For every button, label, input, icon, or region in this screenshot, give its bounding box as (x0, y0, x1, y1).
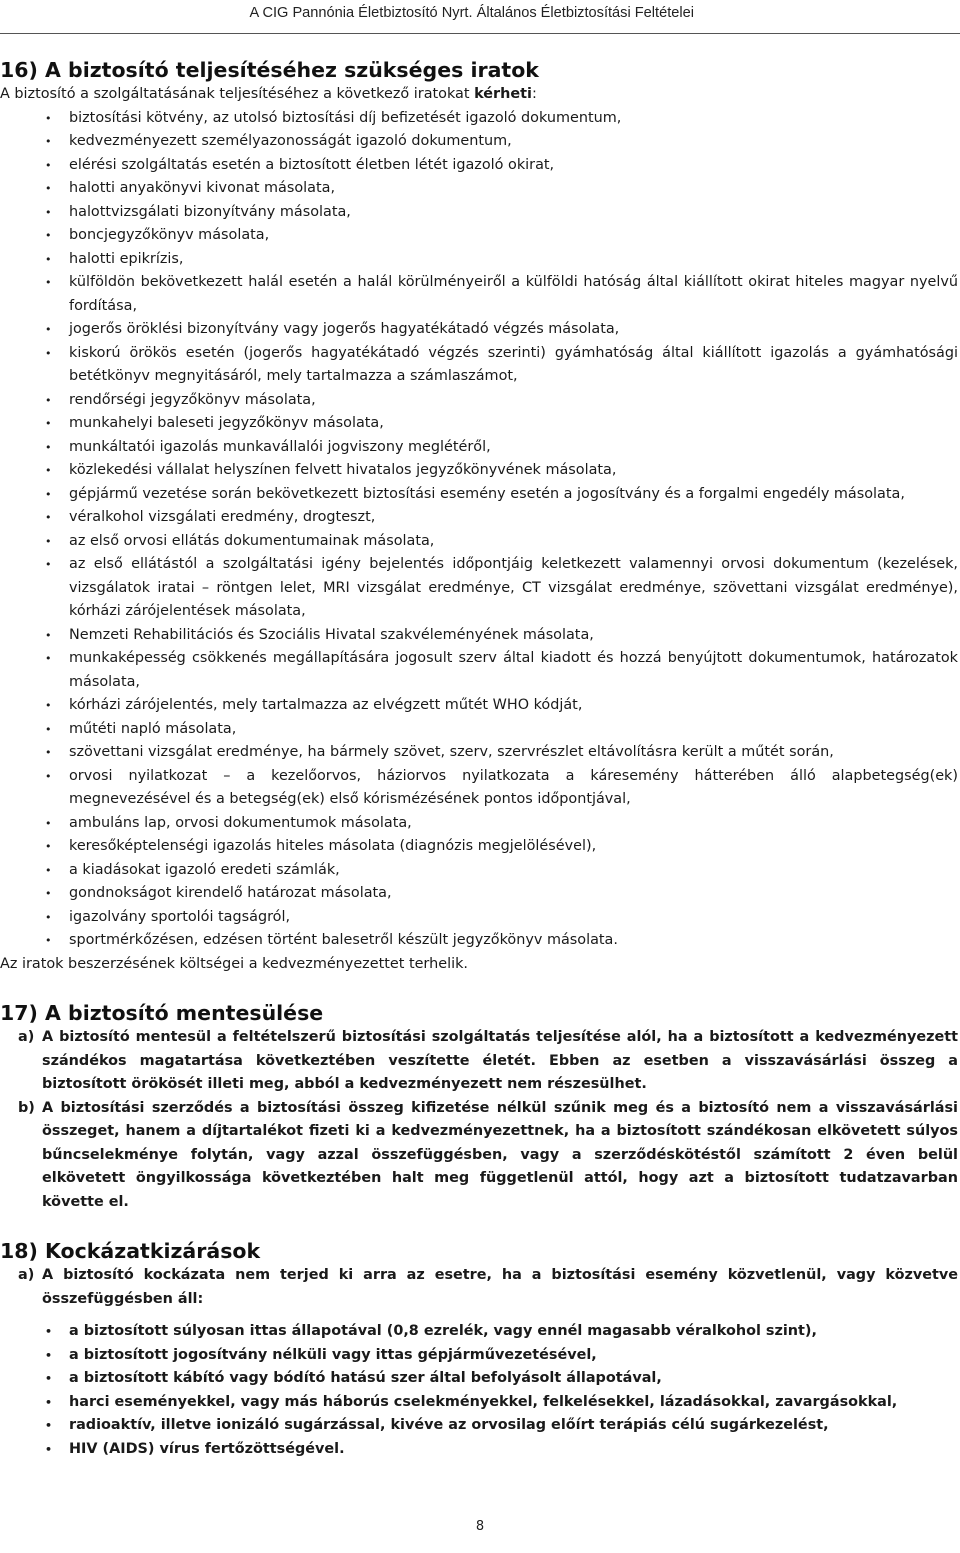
list-item: • munkaképesség csökkenés megállapítására jogosult szerv által kiadott és hozzá benyújtott dokumentumok, határozatok másolata, (0, 647, 958, 694)
section-spacer (0, 976, 958, 1000)
section-spacer (0, 1214, 958, 1238)
required-documents-list (0, 107, 958, 953)
list-item: • rendőrségi jegyzőkönyv másolata, (0, 389, 958, 413)
lettered-item (0, 1097, 958, 1215)
list-item: • kedvezményezett személyazonosságát igazoló dokumentum, (0, 130, 958, 154)
section-18-heading: 18) Kockázatkizárások (0, 1239, 261, 1263)
section-16-closing: Az iratok beszerzésének költségei a kedvezményezettet terhelik. (0, 955, 468, 972)
list-item: • Nemzeti Rehabilitációs és Szociális Hivatal szakvéleményének másolata, (0, 624, 958, 648)
running-header: A CIG Pannónia Életbiztosító Nyrt. Általános Életbiztosítási Feltételei (249, 5, 694, 21)
list-item: • orvosi nyilatkozat – a kezelőorvos, háziorvos nyilatkozata a káresemény hátterében álló alapbetegség(ek) megnevezésével és a betegség(ek) első kórismézésének pontos időpontjával, (0, 765, 958, 812)
section-17-heading: 17) A biztosító mentesülése (0, 1001, 324, 1025)
item-text: A biztosítási szerződés a biztosítási összeg kifizetése nélkül szűnik meg és a biztosító nem a visszavásárlási összeget, hanem a díjtartalékot fizeti ki a kedvezményezettnek, ha a biztosított szándékosan elkövetett súlyos bűncselekménye folytán, vagy azzal összefüggésben, vagy a szerződéskötéstől számított 2 éven belül elkövetett öngyilkossága következtében halt meg függetlenül attól, hogy azt a biztosított tudatzavarban követte el. (42, 1099, 958, 1210)
list-item: • a biztosított súlyosan ittas állapotával (0,8 ezrelék, vagy ennél magasabb véralkohol szint), (0, 1320, 958, 1344)
list-item: • boncjegyzőkönyv másolata, (0, 224, 958, 248)
list-item: • az első ellátástól a szolgáltatási igény bejelentés időpontjáig keletkezett valamennyi orvosi dokumentum (kezelések, vizsgálatok iratai – röntgen lelet, MRI vizsgálat eredménye, CT vizsgálat eredménye, szövettani vizsgálat eredménye), kórházi zárójelentések másolata, (0, 553, 958, 624)
list-item: • műtéti napló másolata, (0, 718, 958, 742)
header-divider (0, 33, 960, 34)
list-item: • keresőképtelenségi igazolás hiteles másolata (diagnózis megjelölésével), (0, 835, 958, 859)
list-item: • véralkohol vizsgálati eredmény, drogteszt, (0, 506, 958, 530)
list-item: • munkahelyi baleseti jegyzőkönyv másolata, (0, 412, 958, 436)
list-item: • a biztosított jogosítvány nélküli vagy ittas gépjárművezetésével, (0, 1344, 958, 1368)
list-item: • az első orvosi ellátás dokumentumainak másolata, (0, 530, 958, 554)
section-17 (0, 1000, 958, 1214)
item-text: A biztosító mentesül a feltételszerű biztosítási szolgáltatás teljesítése alól, ha a biztosított a kedvezményezett szándékos magatartása következtében veszítette életét. Ebben az esetben a visszavásárlási összeg a biztosított örökösét illeti meg, abból a kedvezményezett nem részesülhet. (42, 1029, 958, 1092)
list-item: • kiskorú örökös esetén (jogerős hagyatékátadó végzés szerinti) gyámhatóság által kiállított igazolás a gyámhatósági betétkönyv megnyitásáról, mely tartalmazza a számlaszámot, (0, 342, 958, 389)
list-item: • sportmérkőzésen, edzésen történt balesetről készült jegyzőkönyv másolata. (0, 929, 958, 953)
page-number: 8 (475, 1519, 485, 1534)
list-item: • halotti epikrízis, (0, 248, 958, 272)
item-letter: b) (18, 1099, 35, 1116)
list-item: • a kiadásokat igazoló eredeti számlák, (0, 859, 958, 883)
section-16-heading: 16) A biztosító teljesítéséhez szükséges iratok (0, 58, 539, 82)
list-item: • halottvizsgálati bizonyítvány másolata, (0, 201, 958, 225)
section-16 (0, 57, 958, 976)
intro-emphasis: kérheti (474, 86, 532, 102)
list-item: • kórházi zárójelentés, mely tartalmazza az elvégzett műtét WHO kódját, (0, 694, 958, 718)
list-item: • radioaktív, illetve ionizáló sugárzással, kivéve az orvosilag előírt terápiás célú sugárkezelést, (0, 1414, 958, 1438)
list-item: • igazolvány sportolói tagságról, (0, 906, 958, 930)
lettered-item (0, 1026, 958, 1097)
list-item: • gépjármű vezetése során bekövetkezett biztosítási esemény esetén a jogosítvány és a forgalmi engedély másolata, (0, 483, 958, 507)
list-item: • szövettani vizsgálat eredménye, ha bármely szövet, szerv, szervrészlet eltávolításra került a műtét során, (0, 741, 958, 765)
risk-exclusion-list (0, 1264, 958, 1311)
list-item: • ambuláns lap, orvosi dokumentumok másolata, (0, 812, 958, 836)
list-item: • biztosítási kötvény, az utolsó biztosítási díj befizetését igazoló dokumentum, (0, 107, 958, 131)
list-item: • gondnokságot kirendelő határozat másolata, (0, 882, 958, 906)
list-spacer (0, 1311, 958, 1320)
exemption-list (0, 1026, 958, 1214)
list-item: • elérési szolgáltatás esetén a biztosított életben létét igazoló okirat, (0, 154, 958, 178)
list-item: • külföldön bekövetkezett halál esetén a halál körülményeiről a külföldi hatóság által kiállított okirat hiteles magyar nyelvű fordítása, (0, 271, 958, 318)
document-body (0, 57, 958, 1461)
list-item: • halotti anyakönyvi kivonat másolata, (0, 177, 958, 201)
exclusion-bullets (0, 1320, 958, 1461)
lettered-item (0, 1264, 958, 1311)
list-item: • HIV (AIDS) vírus fertőzöttségével. (0, 1438, 958, 1462)
list-item: • munkáltatói igazolás munkavállalói jogviszony meglétéről, (0, 436, 958, 460)
list-item: • jogerős öröklési bizonyítvány vagy jogerős hagyatékátadó végzés másolata, (0, 318, 958, 342)
item-letter: a) (18, 1267, 35, 1283)
section-16-intro: A biztosító a szolgáltatásának teljesítéséhez a következő iratokat kérheti: (0, 86, 537, 102)
list-item: • a biztosított kábító vagy bódító hatású szer által befolyásolt állapotával, (0, 1367, 958, 1391)
section-18 (0, 1238, 958, 1461)
list-item: • harci eseményekkel, vagy más háborús cselekményekkel, felkelésekkel, lázadásokkal, zavargásokkal, (0, 1391, 958, 1415)
item-letter: a) (18, 1029, 35, 1045)
item-text: A biztosító kockázata nem terjed ki arra az esetre, ha a biztosítási esemény közvetlenül, vagy közvetve összefüggésben áll: (42, 1267, 958, 1307)
list-item: • közlekedési vállalat helyszínen felvett hivatalos jegyzőkönyvének másolata, (0, 459, 958, 483)
